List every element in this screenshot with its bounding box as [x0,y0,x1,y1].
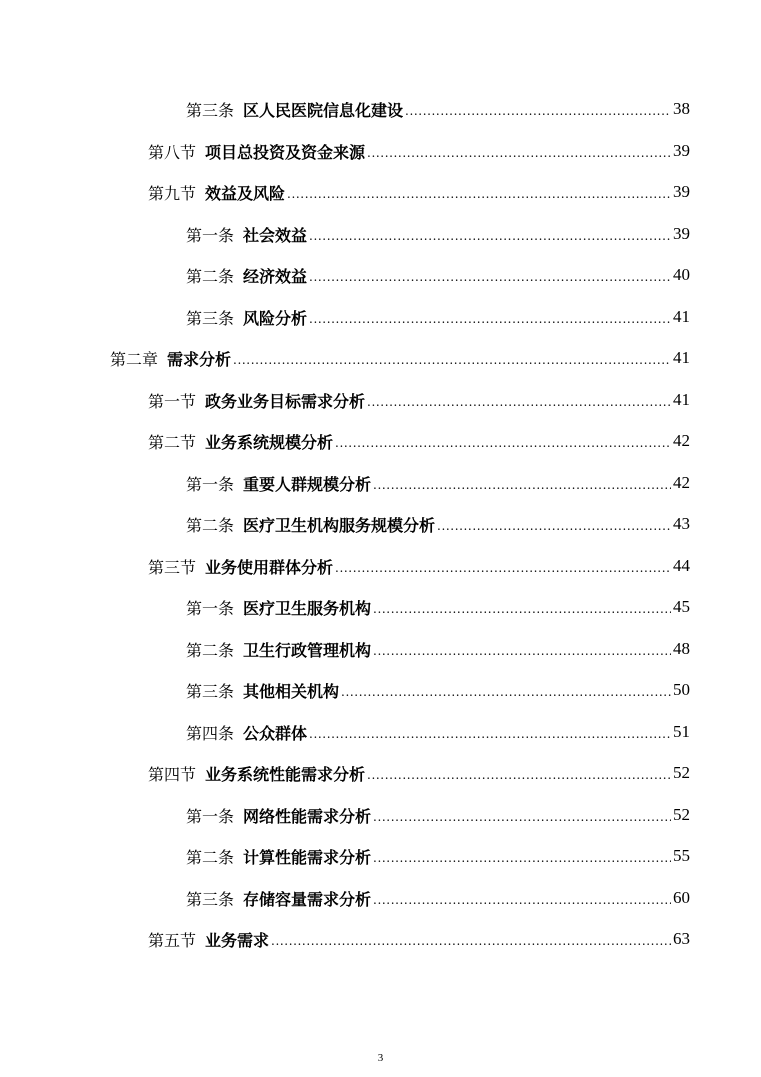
dot-leader [367,389,671,411]
dot-leader [271,928,671,950]
entry-number: 第二条 [186,640,235,660]
dot-leader [373,845,671,867]
dot-leader [309,721,671,743]
entry-title: 经济效益 [243,266,308,286]
toc-entry[interactable] [186,596,690,618]
entry-page-number: 52 [673,763,690,782]
entry-page-number: 41 [673,348,690,367]
toc-entry[interactable] [148,928,690,950]
entry-page-number: 51 [673,722,690,741]
entry-title: 业务使用群体分析 [205,557,334,577]
entry-page-number: 48 [673,639,690,658]
toc-entry[interactable] [186,306,690,328]
dot-leader [287,181,671,203]
toc-entry[interactable] [148,389,690,411]
dot-leader [373,638,671,660]
entry-number: 第八节 [148,142,197,162]
entry-title: 医疗卫生机构服务规模分析 [243,515,436,535]
entry-page-number: 41 [673,307,690,326]
entry-title: 业务系统性能需求分析 [205,764,366,784]
entry-number: 第二条 [186,847,235,867]
entry-page-number: 44 [673,556,690,575]
entry-page-number: 50 [673,680,690,699]
entry-number: 第三节 [148,557,197,577]
entry-page-number: 63 [673,929,690,948]
dot-leader [309,306,671,328]
toc-entry[interactable] [148,762,690,784]
dot-leader [233,347,671,369]
dot-leader [335,555,671,577]
dot-leader [437,513,671,535]
entry-number: 第一节 [148,391,197,411]
entry-number: 第二章 [110,349,159,369]
entry-page-number: 42 [673,431,690,450]
dot-leader [341,679,671,701]
entry-number: 第三条 [186,308,235,328]
entry-page-number: 39 [673,182,690,201]
entry-number: 第一条 [186,806,235,826]
entry-number: 第四节 [148,764,197,784]
entry-number: 第三条 [186,681,235,701]
toc-entry[interactable] [186,721,690,743]
entry-title: 公众群体 [243,723,308,743]
entry-title: 区人民医院信息化建设 [243,100,404,120]
entry-page-number: 38 [673,99,690,118]
dot-leader [335,430,671,452]
entry-title: 卫生行政管理机构 [243,640,372,660]
page-footer-number: 3 [377,1052,384,1064]
entry-number: 第一条 [186,474,235,494]
entry-number: 第一条 [186,598,235,618]
dot-leader [373,804,671,826]
entry-title: 存储容量需求分析 [243,889,372,909]
entry-page-number: 40 [673,265,690,284]
toc-entry[interactable] [186,804,690,826]
entry-number: 第二条 [186,515,235,535]
entry-title: 政务业务目标需求分析 [205,391,366,411]
toc-entry[interactable] [186,845,690,867]
entry-number: 第三条 [186,100,235,120]
entry-number: 第二条 [186,266,235,286]
toc-entry[interactable] [186,679,690,701]
entry-title: 效益及风险 [205,183,286,203]
entry-title: 业务需求 [205,930,270,950]
dot-leader [309,264,671,286]
dot-leader [367,140,671,162]
entry-number: 第四条 [186,723,235,743]
dot-leader [309,223,671,245]
entry-title: 计算性能需求分析 [243,847,372,867]
entry-number: 第九节 [148,183,197,203]
entry-page-number: 43 [673,514,690,533]
entry-number: 第二节 [148,432,197,452]
entry-title: 其他相关机构 [243,681,340,701]
toc-entry[interactable] [186,472,690,494]
toc-entry[interactable] [186,887,690,909]
entry-page-number: 39 [673,141,690,160]
toc-entry[interactable] [186,513,690,535]
toc-entry[interactable] [148,140,690,162]
entry-page-number: 41 [673,390,690,409]
entry-title: 风险分析 [243,308,308,328]
entry-page-number: 55 [673,846,690,865]
entry-title: 重要人群规模分析 [243,474,372,494]
entry-number: 第一条 [186,225,235,245]
entry-page-number: 60 [673,888,690,907]
entry-page-number: 42 [673,473,690,492]
entry-number: 第三条 [186,889,235,909]
toc-entry[interactable] [148,430,690,452]
entry-title: 业务系统规模分析 [205,432,334,452]
toc-entry[interactable] [186,638,690,660]
toc-entry[interactable] [186,264,690,286]
entry-title: 需求分析 [167,349,232,369]
toc-entry[interactable] [186,98,690,120]
dot-leader [367,762,671,784]
dot-leader [405,98,671,120]
entry-number: 第五节 [148,930,197,950]
entry-page-number: 52 [673,805,690,824]
dot-leader [373,596,671,618]
dot-leader [373,887,671,909]
toc-entry[interactable] [148,555,690,577]
dot-leader [373,472,671,494]
toc-entry[interactable] [186,223,690,245]
toc-entry[interactable] [148,181,690,203]
entry-title: 社会效益 [243,225,308,245]
entry-page-number: 39 [673,224,690,243]
entry-title: 项目总投资及资金来源 [205,142,366,162]
toc-entry[interactable] [110,347,690,369]
entry-title: 医疗卫生服务机构 [243,598,372,618]
entry-page-number: 45 [673,597,690,616]
entry-title: 网络性能需求分析 [243,806,372,826]
